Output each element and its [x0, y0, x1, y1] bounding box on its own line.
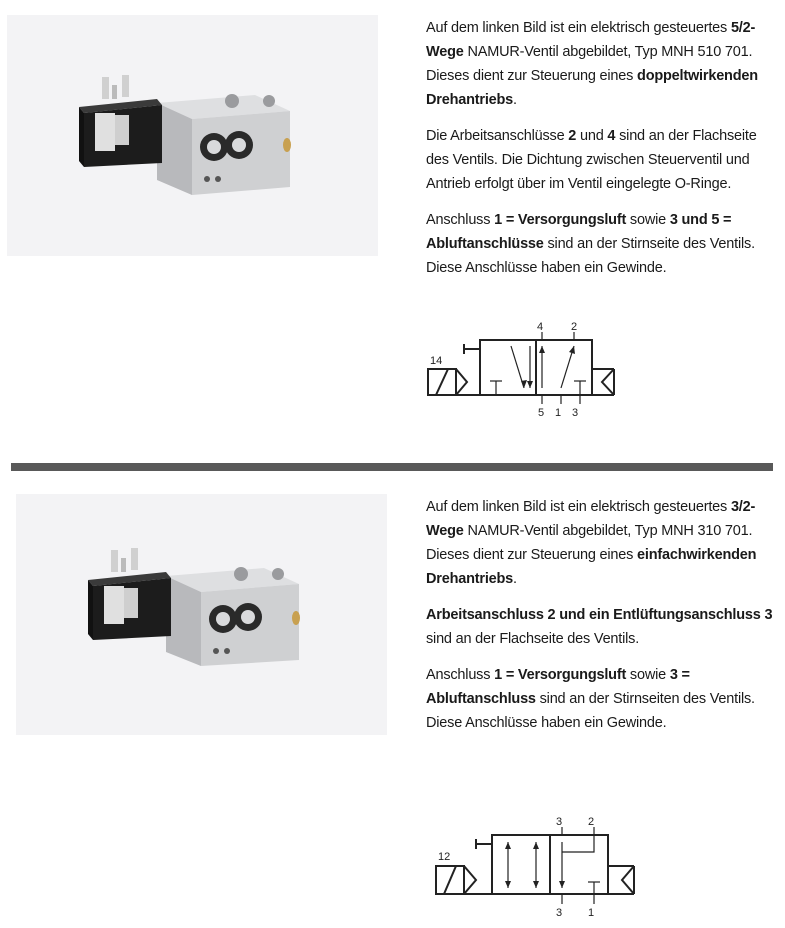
valve2-description: [426, 495, 776, 747]
valve1-paragraph-3: Anschluss 1 = Versorgungsluft sowie 3 und 5 = Abluftanschlüsse sind an der Stirnseite des Ventils. Diese Anschlüsse haben ein Gewinde.: [426, 212, 755, 276]
valve1-pilot-label: 14: [430, 355, 443, 367]
valve1-paragraph-1: Auf dem linken Bild ist ein elektrisch gesteuertes 5/2-Wege NAMUR-Ventil abgebildet, Typ MNH 510 701. Dieses dient zur Steuerung eines doppeltwirkenden Drehantriebs.: [426, 20, 758, 108]
valve1-port-bottom-1: 1: [555, 407, 562, 419]
valve2-pilot-label: 12: [438, 851, 451, 863]
valve1-port-top-4: 4: [537, 321, 544, 333]
valve2-paragraph-3: Anschluss 1 = Versorgungsluft sowie 3 = Abluftanschluss sind an der Stirnseiten des Ventils. Diese Anschlüsse haben ein Gewinde.: [426, 667, 755, 731]
valve1-port-top-2: 2: [571, 321, 578, 333]
valve2-port-top-3: 3: [556, 816, 563, 828]
valve2-paragraph-1: Auf dem linken Bild ist ein elektrisch gesteuertes 3/2-Wege NAMUR-Ventil abgebildet, Typ MNH 310 701. Dieses dient zur Steuerung eines einfachwirkenden Drehantriebs.: [426, 499, 757, 587]
valve-photo-3-2: [16, 494, 387, 735]
valve2-port-bottom-3: 3: [556, 907, 563, 919]
valve1-port-bottom-5: 5: [538, 407, 545, 419]
valve-photo-5-2: [7, 15, 378, 256]
valve1-schematic-5-2: [424, 318, 620, 424]
valve2-paragraph-2: Arbeitsanschluss 2 und ein Entlüftungsanschluss 3 sind an der Flachseite des Ventils.: [426, 607, 773, 647]
valve2-schematic-3-2: [432, 812, 640, 922]
valve1-description: [426, 16, 778, 292]
section-divider: [11, 463, 773, 471]
valve1-type-label: 5/2-Wege: [426, 20, 756, 60]
valve1-port-bottom-3: 3: [572, 407, 579, 419]
valve2-port-bottom-1: 1: [588, 907, 595, 919]
valve2-type-label: 3/2-Wege: [426, 499, 756, 539]
valve2-port-top-2: 2: [588, 816, 595, 828]
valve1-paragraph-2: Die Arbeitsanschlüsse 2 und 4 sind an der Flachseite des Ventils. Die Dichtung zwischen Steuerventil und Antrieb erfolgt über im Ventil eingelegte O-Ringe.: [426, 128, 757, 192]
